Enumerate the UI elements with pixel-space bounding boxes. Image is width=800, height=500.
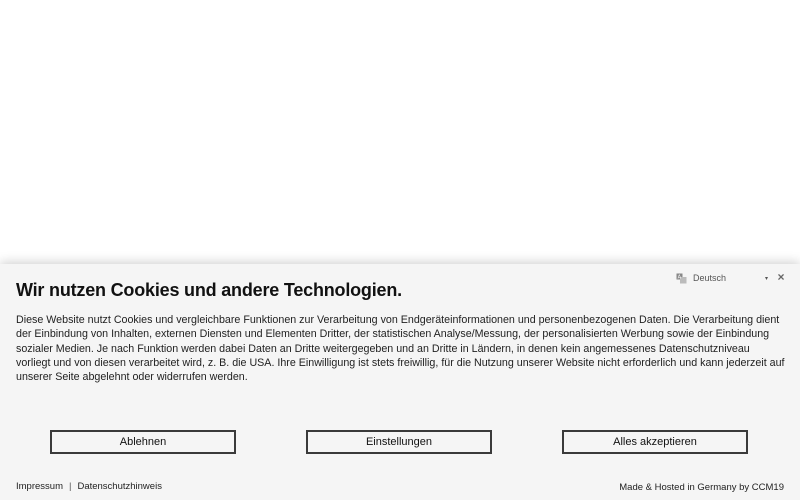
banner-description: Diese Website nutzt Cookies und vergleichbare Funktionen zur Verarbeitung von Endgeräteinformationen und personenbezogenen Daten. Die Verarbeitung dient der Einbindung von Inhalten, externen Diensten und Elementen Dritter, der statistischen Analyse/Messung, der personalisierten Werbung sowie der Einbindung sozialer Medien. Je nach Funktion werden dabei Daten an Dritte weitergegeben und an Dritte in Ländern, in denen kein angemessenes Datenschutzniveau vorliegt und von diesen verarbeitet wird, z. B. die USA. Ihre Einwilligung ist stets freiwillig, für die Nutzung unserer Website nicht erforderlich und kann jederzeit auf unserer Seite abgelehnt oder widerrufen werden.	[16, 314, 785, 384]
imprint-link[interactable]: Impressum	[16, 481, 63, 492]
language-select-value: Deutsch	[693, 273, 727, 283]
footer-separator: |	[68, 481, 72, 492]
chevron-down-icon: ▾	[764, 275, 768, 282]
language-select[interactable]	[676, 269, 770, 287]
translate-icon	[676, 273, 687, 284]
footer-links	[16, 481, 162, 492]
svg-text:A: A	[677, 274, 682, 281]
privacy-link[interactable]: Datenschutzhinweis	[77, 481, 162, 492]
banner-title: Wir nutzen Cookies und andere Technologien.	[16, 280, 402, 300]
made-by-credit[interactable]: Made & Hosted in Germany by CCM19	[619, 482, 784, 493]
close-button[interactable]: ×	[777, 270, 785, 284]
accept-all-button[interactable]: Alles akzeptieren	[562, 430, 748, 454]
settings-button[interactable]: Einstellungen	[306, 430, 492, 454]
reject-button[interactable]: Ablehnen	[50, 430, 236, 454]
